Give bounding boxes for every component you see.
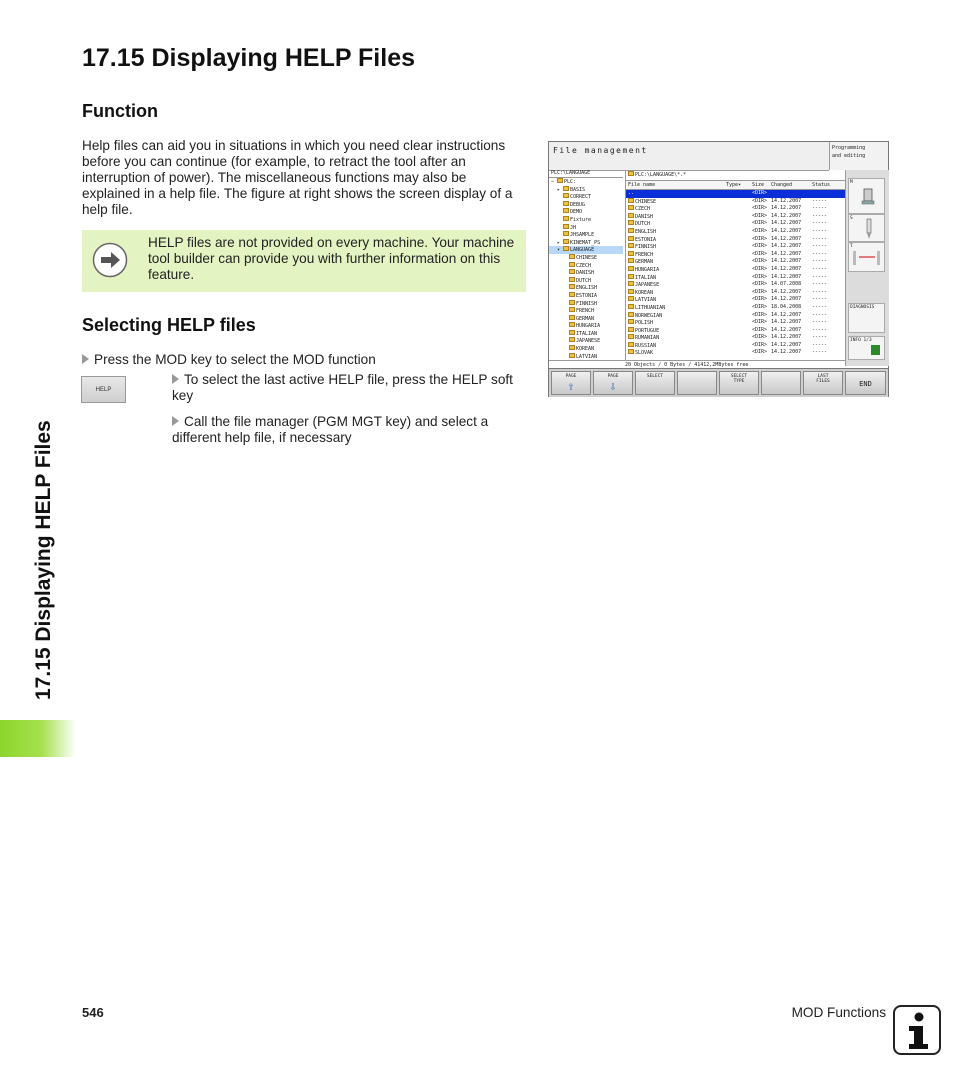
tree-item[interactable] [549, 254, 623, 262]
tree-item-label: KOREAN [576, 346, 595, 353]
folder-icon [628, 342, 634, 347]
file-list-header [626, 181, 846, 190]
file-name: CHINESE [628, 198, 656, 207]
tree-item-label: DEMO [570, 209, 583, 216]
file-row[interactable] [626, 327, 846, 335]
folder-icon [628, 281, 634, 286]
file-row[interactable] [626, 334, 846, 342]
tree-item-label: FRENCH [576, 308, 595, 315]
file-size: <DIR> [752, 220, 768, 227]
file-row[interactable] [626, 312, 846, 320]
file-changed: 18.04.2008 [771, 303, 802, 310]
file-management-screen [548, 141, 889, 397]
folder-icon [628, 198, 634, 203]
file-status: ----- [812, 349, 828, 356]
folder-icon [628, 304, 634, 309]
file-name: NORWEGIAN [628, 312, 662, 321]
tree-item-label: LANGUAGE [570, 247, 595, 254]
file-size: <DIR> [752, 334, 768, 341]
folder-icon [628, 213, 634, 218]
file-row[interactable] [626, 289, 846, 297]
info-green-icon [871, 345, 880, 355]
file-size: <DIR> [752, 288, 768, 295]
folder-icon [628, 205, 634, 210]
softkey-label: HELP [95, 386, 112, 393]
tree-item-label: GERMAN [576, 315, 595, 322]
tree-item-label: FINNISH [576, 300, 598, 307]
tree-item[interactable] [549, 292, 623, 300]
status-bar: 20 Objects / 0 Bytes / 41412,2MBytes free [549, 360, 845, 368]
file-changed: 14.12.2007 [771, 212, 802, 219]
page-up-softkey[interactable]: PAGE ⇧ [551, 371, 591, 395]
file-changed: 14.12.2007 [771, 319, 802, 326]
file-status: ----- [812, 311, 828, 318]
file-changed: 14.12.2007 [771, 197, 802, 204]
tree-item[interactable] [549, 322, 623, 330]
file-name: ESTONIA [628, 236, 656, 245]
file-size: <DIR> [752, 243, 768, 250]
file-name: GERMAN [628, 258, 653, 267]
folder-icon [569, 292, 575, 297]
file-size: <DIR> [752, 250, 768, 257]
tree-item-label: KINEMAT_PS [570, 239, 601, 246]
folder-icon [563, 246, 569, 251]
step-file-manager [172, 414, 522, 446]
tree-item[interactable] [549, 345, 623, 353]
tree-item-label: ITALIAN [576, 330, 598, 337]
function-heading: Function [82, 101, 158, 121]
file-changed: 14.12.2007 [771, 288, 802, 295]
folder-icon [569, 277, 575, 282]
bullet-triangle-icon [172, 416, 179, 426]
file-status: ----- [812, 243, 828, 250]
file-row[interactable] [626, 342, 846, 350]
file-status: ----- [812, 281, 828, 288]
file-changed: 14.12.2007 [771, 273, 802, 280]
folder-icon [569, 330, 575, 335]
file-name: POLISH [628, 319, 653, 328]
file-size: <DIR> [752, 281, 768, 288]
file-row[interactable] [626, 243, 846, 251]
footer-section: MOD Functions [791, 1005, 886, 1020]
file-size: <DIR> [752, 349, 768, 356]
folder-icon [569, 262, 575, 267]
folder-icon [628, 274, 634, 279]
tree-path: PLC:\LANGUAGE [549, 170, 623, 178]
tree-item[interactable] [549, 269, 623, 277]
selecting-heading: Selecting HELP files [82, 315, 256, 335]
tree-item-label: DEBUG [570, 201, 586, 208]
file-name: CZECH [628, 205, 650, 214]
sidebar-title-text: 17.15 Displaying HELP Files [32, 420, 55, 700]
tree-item-label: PLC: [564, 179, 577, 185]
spindle-m-box: M [848, 178, 885, 214]
file-row[interactable] [626, 198, 846, 206]
file-name: KOREAN [628, 289, 653, 298]
tree-item-label: JAPANESE [576, 338, 601, 345]
file-row[interactable] [626, 205, 846, 213]
folder-icon [628, 289, 634, 294]
chapter-tab [0, 720, 76, 757]
step-text: To select the last active HELP file, press the HELP soft key [172, 372, 513, 403]
tool-t-box: T [848, 242, 885, 272]
folder-icon [628, 319, 634, 324]
file-name: RUSSIAN [628, 342, 656, 351]
file-name: ENGLISH [628, 228, 656, 237]
folder-icon [569, 322, 575, 327]
col-changed[interactable]: Changed [771, 182, 793, 188]
screen-header [549, 142, 829, 171]
file-changed: 14.12.2007 [771, 220, 802, 227]
tree-item[interactable] [549, 178, 623, 186]
file-status: ----- [812, 250, 828, 257]
file-name: SLOVAK [628, 349, 653, 358]
step-text: Press the MOD key to select the MOD function [94, 352, 376, 367]
file-status: ----- [812, 326, 828, 333]
folder-icon [628, 258, 634, 263]
tree-item-label: JHSAMPLE [570, 232, 595, 239]
file-row[interactable] [626, 304, 846, 312]
mode-line-2: and editing [832, 153, 866, 159]
page-number: 546 [82, 1005, 104, 1020]
tool-change-icon [849, 249, 885, 269]
folder-icon [563, 186, 569, 191]
folder-icon [563, 231, 569, 236]
tree-item-label: DANISH [576, 270, 595, 277]
file-size: <DIR> [752, 341, 768, 348]
file-row[interactable] [626, 266, 846, 274]
folder-icon [569, 269, 575, 274]
file-name: HUNGARIA [628, 266, 659, 275]
info-box[interactable]: INFO 1/3 [848, 336, 885, 360]
file-size: <DIR> [752, 273, 768, 280]
softkey-row [549, 368, 888, 397]
folder-icon [563, 239, 569, 244]
step-help-softkey [172, 372, 528, 404]
folder-icon [563, 224, 569, 229]
file-size: <DIR> [752, 197, 768, 204]
folder-icon [628, 327, 634, 332]
sidebar-vertical-title [12, 60, 60, 700]
tree-item-label: BASIS [570, 186, 586, 193]
col-size[interactable]: Size [752, 182, 765, 188]
file-changed: 14.12.2007 [771, 349, 802, 356]
file-name: FRENCH [628, 251, 653, 260]
file-name: .. [628, 190, 635, 196]
file-name: DANISH [628, 213, 653, 222]
file-name: RUMANIAN [628, 334, 659, 343]
help-softkey[interactable] [81, 376, 126, 403]
tool-icon [864, 218, 874, 240]
folder-icon [569, 284, 575, 289]
file-row[interactable] [626, 251, 846, 259]
diagnosis-box[interactable]: DIAGNOSIS [848, 303, 885, 333]
file-row[interactable] [626, 190, 846, 198]
end-softkey[interactable]: END [845, 371, 886, 395]
file-name: PORTUGUE [628, 327, 659, 336]
file-changed: 14.12.2007 [771, 326, 802, 333]
file-row[interactable] [626, 319, 846, 327]
tree-item-label: DUTCH [576, 277, 592, 284]
spindle-s-box: S [848, 214, 885, 242]
file-size: <DIR> [752, 296, 768, 303]
page-title: 17.15 Displaying HELP Files [82, 44, 416, 72]
file-changed: 14.12.2007 [771, 265, 802, 272]
note-box [82, 230, 526, 292]
tree-expander-icon[interactable]: ▸ [557, 186, 561, 193]
file-changed: 14.12.2007 [771, 243, 802, 250]
step-mod-key [82, 352, 376, 368]
tree-item-label: ESTONIA [576, 292, 598, 299]
tree-item-label: CZECH [576, 262, 592, 269]
folder-icon [628, 266, 634, 271]
tree-item-label: HUNGARIA [576, 323, 601, 330]
tree-item[interactable] [549, 246, 623, 254]
folder-icon [569, 345, 575, 350]
folder-icon [628, 220, 634, 225]
file-changed: 14.07.2008 [771, 281, 802, 288]
file-changed: 14.12.2007 [771, 341, 802, 348]
folder-icon [628, 251, 634, 256]
file-changed: 14.12.2007 [771, 258, 802, 265]
tree-item[interactable] [549, 186, 623, 194]
file-status: ----- [812, 235, 828, 242]
file-size: <DIR> [752, 205, 768, 212]
bullet-triangle-icon [172, 374, 179, 384]
col-type[interactable]: Type▾ [726, 182, 742, 188]
tree-item[interactable] [549, 201, 623, 209]
file-changed: 14.12.2007 [771, 227, 802, 234]
file-size: <DIR> [752, 303, 768, 310]
tree-item-label: ENGLISH [576, 285, 598, 292]
tree-expander-icon[interactable]: ▾ [557, 247, 561, 254]
last-files-softkey[interactable]: LAST FILES [803, 371, 843, 395]
folder-icon [628, 312, 634, 317]
tree-item[interactable] [549, 284, 623, 292]
file-row[interactable] [626, 296, 846, 304]
tree-item[interactable] [549, 337, 623, 345]
file-size: <DIR> [752, 326, 768, 333]
tree-item[interactable] [549, 277, 623, 285]
file-status: ----- [812, 334, 828, 341]
file-status: ----- [812, 197, 828, 204]
file-status: ----- [812, 205, 828, 212]
tree-item-label: CHINESE [576, 254, 598, 261]
machine-icon [861, 187, 875, 205]
file-status: ----- [812, 265, 828, 272]
file-changed: 14.12.2007 [771, 205, 802, 212]
file-changed: 14.12.2007 [771, 311, 802, 318]
file-list [625, 170, 846, 366]
file-row[interactable] [626, 228, 846, 236]
file-size: <DIR> [752, 212, 768, 219]
file-name: ITALIAN [628, 274, 656, 283]
file-name: FINNISH [628, 243, 656, 252]
file-row[interactable] [626, 236, 846, 244]
tree-item-label: LATVIAN [576, 353, 598, 360]
file-row[interactable] [626, 349, 846, 357]
file-status: ----- [812, 341, 828, 348]
file-row[interactable] [626, 281, 846, 289]
folder-icon [569, 300, 575, 305]
folder-icon [569, 315, 575, 320]
file-status: ----- [812, 288, 828, 295]
tree-item-label: Fixture [570, 216, 592, 223]
file-size: <DIR> [752, 190, 768, 196]
note-text: HELP files are not provided on every machine. Your machine tool builder can provide you with further information on this feature. [148, 235, 515, 282]
folder-icon [563, 201, 569, 206]
tree-expander-icon[interactable]: − [551, 179, 555, 185]
directory-tree [549, 170, 623, 366]
tree-item[interactable] [549, 216, 623, 224]
file-changed: 14.12.2007 [771, 250, 802, 257]
mode-line-1: Programming [832, 145, 866, 151]
file-changed: 14.12.2007 [771, 334, 802, 341]
file-size: <DIR> [752, 235, 768, 242]
folder-icon [563, 193, 569, 198]
folder-icon [569, 307, 575, 312]
empty-softkey-1[interactable] [677, 371, 717, 395]
file-size: <DIR> [752, 227, 768, 234]
function-paragraph: Help files can aid you in situations in which you need clear instructions before you can continue (for example, to retract the tool after an interruption of power). The miscellaneous functions may also be explained in a help file. The figure at right shows the screen display of a help file. [82, 138, 513, 217]
folder-icon [557, 178, 563, 183]
tree-item[interactable] [549, 208, 623, 216]
arrow-right-icon [92, 242, 128, 278]
file-row[interactable] [626, 213, 846, 221]
file-status: ----- [812, 258, 828, 265]
info-icon [893, 1005, 941, 1055]
select-softkey[interactable]: SELECT [635, 371, 675, 395]
file-size: <DIR> [752, 265, 768, 272]
folder-icon [563, 216, 569, 221]
col-status[interactable]: Status [812, 182, 831, 188]
folder-icon [569, 353, 575, 358]
tree-item[interactable] [549, 307, 623, 315]
file-name: JAPANESE [628, 281, 659, 290]
tree-expander-icon[interactable]: ▸ [557, 239, 561, 246]
col-file-name[interactable]: File name [628, 182, 656, 188]
tree-item[interactable] [549, 231, 623, 239]
file-size: <DIR> [752, 258, 768, 265]
folder-icon [628, 334, 634, 339]
bullet-triangle-icon [82, 354, 89, 364]
file-size: <DIR> [752, 311, 768, 318]
tree-item-label: CORRECT [570, 194, 592, 201]
file-name: DUTCH [628, 220, 650, 229]
step-text: Call the file manager (PGM MGT key) and select a different help file, if necessary [172, 414, 489, 445]
file-status: ----- [812, 296, 828, 303]
status-panel [845, 170, 889, 366]
folder-icon [569, 337, 575, 342]
tree-item[interactable] [549, 330, 623, 338]
folder-icon [628, 349, 634, 354]
select-type-softkey[interactable]: SELECT TYPE [719, 371, 759, 395]
folder-icon [628, 243, 634, 248]
screen-title: File management [553, 146, 648, 155]
file-name: LITHUANIAN [628, 304, 665, 313]
tree-item[interactable] [549, 262, 623, 270]
mode-display [829, 142, 888, 170]
folder-icon [628, 228, 634, 233]
file-row[interactable] [626, 220, 846, 228]
file-status: ----- [812, 303, 828, 310]
empty-softkey-2[interactable] [761, 371, 801, 395]
file-status: ----- [812, 220, 828, 227]
file-row[interactable] [626, 274, 846, 282]
file-row[interactable] [626, 258, 846, 266]
file-size: <DIR> [752, 319, 768, 326]
tree-item[interactable] [549, 224, 623, 232]
file-status: ----- [812, 212, 828, 219]
tree-item[interactable] [549, 239, 623, 247]
folder-icon [563, 208, 569, 213]
file-status: ----- [812, 227, 828, 234]
file-status: ----- [812, 319, 828, 326]
file-changed: 14.12.2007 [771, 235, 802, 242]
tree-item[interactable] [549, 300, 623, 308]
tree-item[interactable] [549, 193, 623, 201]
folder-icon [569, 254, 575, 259]
tree-item[interactable] [549, 315, 623, 323]
folder-icon [628, 236, 634, 241]
folder-icon [628, 296, 634, 301]
file-name: LATVIAN [628, 296, 656, 305]
file-status: ----- [812, 273, 828, 280]
tree-item-label: JH [570, 224, 577, 231]
file-path: PLC:\LANGUAGE\*.* [626, 170, 846, 181]
file-changed: 14.12.2007 [771, 296, 802, 303]
page-down-softkey[interactable]: PAGE ⇩ [593, 371, 633, 395]
